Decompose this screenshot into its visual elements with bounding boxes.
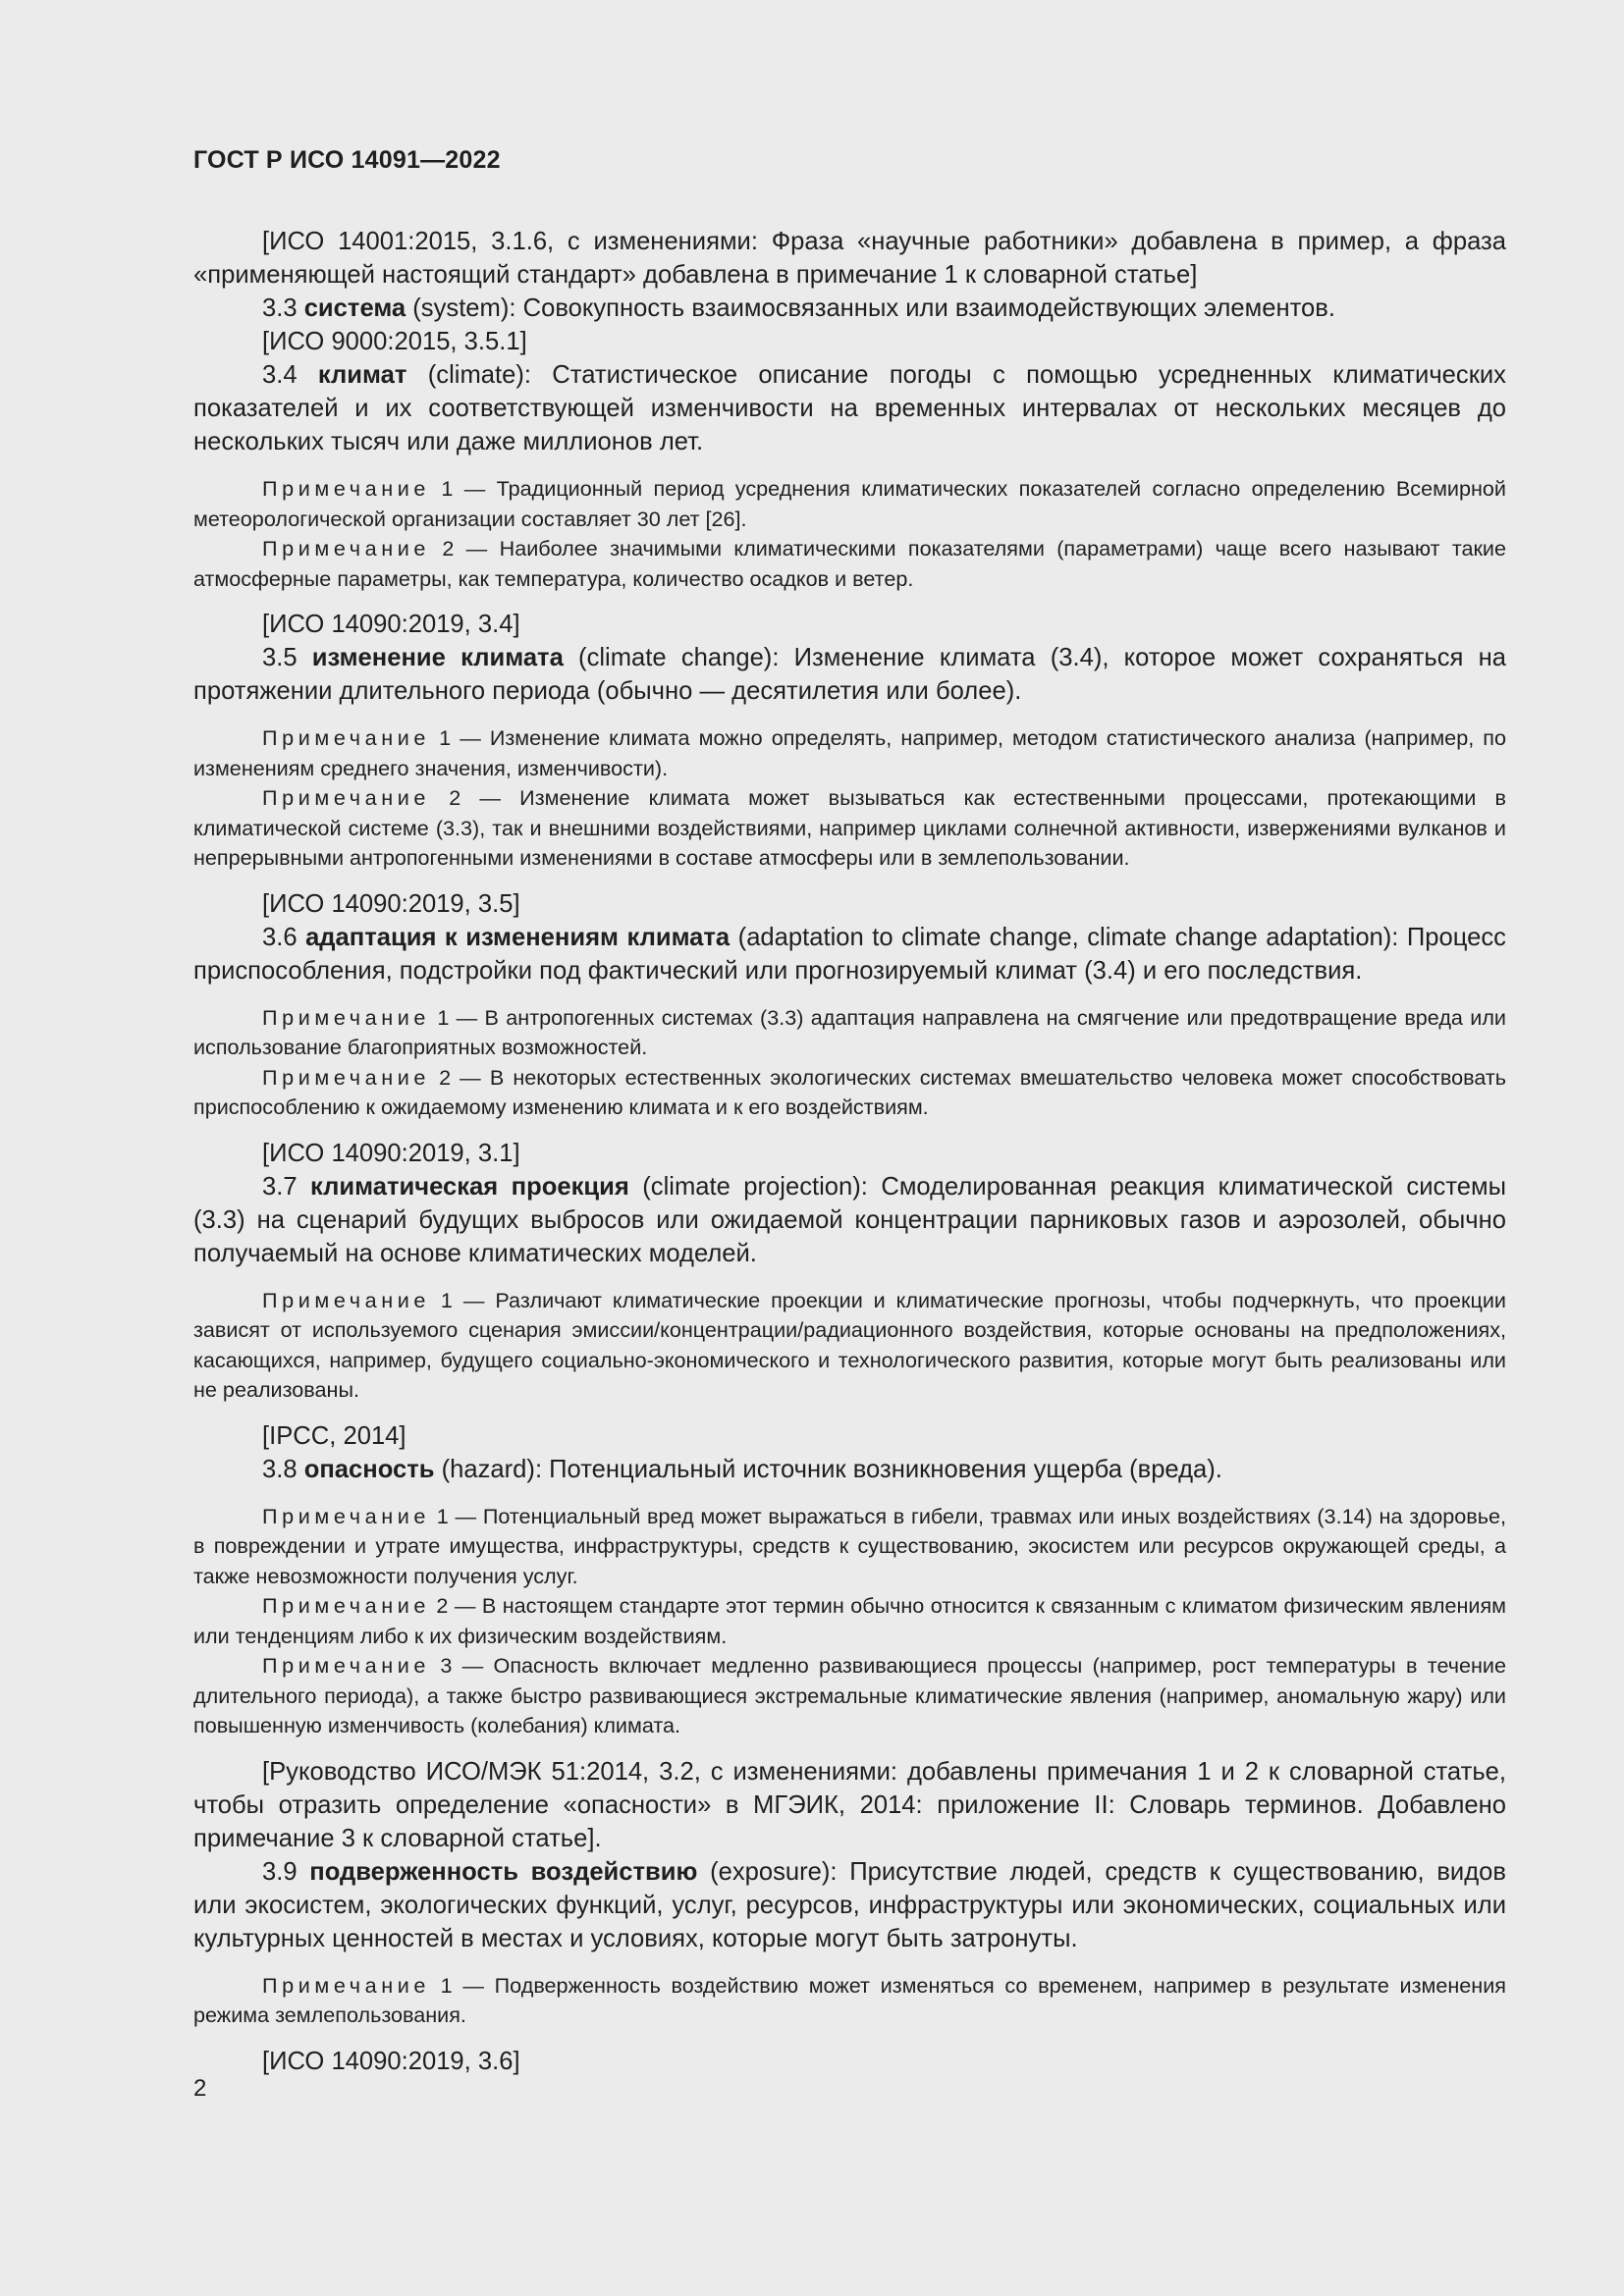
note xyxy=(193,1063,1506,1123)
source-reference: [IPCC, 2014] xyxy=(262,1421,406,1450)
term-name: климатическая проекция xyxy=(310,1172,629,1201)
note-label: Примечание xyxy=(262,785,430,810)
note-label: Примечание xyxy=(262,1287,430,1312)
term-name: система xyxy=(303,294,406,322)
page-number: 2 xyxy=(193,2075,207,2102)
note xyxy=(193,1651,1506,1741)
note-text: 2 — В настоящем стандарте этот термин обычно относится к связанным с климатом физическим явлениям или тенденциям либо к их физическим воздействиям. xyxy=(193,1593,1506,1648)
note-label: Примечание xyxy=(262,1503,430,1528)
note-label: Примечание xyxy=(262,1972,430,1998)
source-reference: [ИСО 14090:2019, 3.4] xyxy=(262,611,520,638)
page-content xyxy=(193,225,1506,2078)
term-definition: (hazard): Потенциальный источник возникновения ущерба (вреда). xyxy=(434,1455,1222,1483)
standard-header: ГОСТ Р ИСО 14091—2022 xyxy=(193,146,501,174)
note-label: Примечание xyxy=(262,1653,430,1678)
note-text: 1 — Различают климатические проекции и климатические прогнозы, чтобы подчеркнуть, что проекции зависят от используемого сценария эмиссии/концентрации/радиационного воздействия, которые основаны на предположениях, касающихся, например, будущего социально-экономического и технологического развития, которые могут быть реализованы или не реализованы. xyxy=(193,1287,1506,1402)
term-number: 3.6 xyxy=(262,923,306,951)
note xyxy=(193,783,1506,874)
note-text: 2 — Наиболее значимыми климатическими показателями (параметрами) чаще всего называют такие атмосферные параметры, как температура, количество осадков и ветер. xyxy=(193,536,1506,591)
note xyxy=(193,474,1506,534)
source-reference: [ИСО 14090:2019, 3.1] xyxy=(262,1139,520,1167)
source-reference: [ИСО 9000:2015, 3.5.1] xyxy=(262,328,527,355)
term-definition: (system): Совокупность взаимосвязанных или взаимодействующих элементов. xyxy=(406,294,1336,322)
term-definition: (exposure): Присутствие людей, средств к существованию, видов или экосистем, экологических функций, услуг, ресурсов, инфраструктуры или экономических, социальных или культурных ценностей в местах и условиях, которые могут быть затронуты. xyxy=(193,1857,1506,1952)
note-label: Примечание xyxy=(262,1064,430,1090)
term-name: опасность xyxy=(303,1455,435,1483)
term-number: 3.3 xyxy=(262,294,304,322)
note-text: 1 — Потенциальный вред может выражаться в гибели, травмах или иных воздействиях (3.14) на здоровье, в повреждении и утрате имущества, инфраструктуры, средств к существованию, экосистем или ресурсов окружающей среды, а также невозможности получения услуг. xyxy=(193,1503,1506,1588)
source-reference: [ИСО 14001:2015, 3.1.6, с изменениями: Фраза «научные работники» добавлена в пример, а фраза «применяющей настоящий стандарт» добавлена в примечание 1 к словарной статье] xyxy=(193,228,1506,289)
note-label: Примечание xyxy=(262,1593,430,1618)
note-text: 1 — Изменение климата можно определять, например, методом статистического анализа (например, по изменениям среднего значения, изменчивости). xyxy=(193,725,1506,780)
term-entry-3-5 xyxy=(193,641,1506,708)
term-number: 3.4 xyxy=(262,361,318,389)
source-reference: [Руководство ИСО/МЭК 51:2014, 3.2, с изменениями: добавлены примечания 1 и 2 к словарной статье, чтобы отразить определение «опасности» в МГЭИК, 2014: приложение II: Словарь терминов. Добавлено примечание 3 к словарной статье]. xyxy=(193,1757,1506,1852)
note-label: Примечание xyxy=(262,725,430,750)
term-name: климат xyxy=(317,361,407,389)
source-reference: [ИСО 14090:2019, 3.6] xyxy=(262,2047,520,2075)
note-text: 1 — Традиционный период усреднения климатических показателей согласно определению Всемирной метеорологической организации составляет 30 лет [26]. xyxy=(193,476,1506,531)
term-definition: (climate change): Изменение климата (3.4), которое может сохраняться на протяжении длительного периода (обычно — десятилетия или более). xyxy=(193,644,1506,705)
term-number: 3.9 xyxy=(262,1857,310,1886)
source-reference: [ИСО 14090:2019, 3.5] xyxy=(262,889,520,918)
note xyxy=(193,1003,1506,1063)
term-name: подверженность воздействию xyxy=(309,1857,698,1886)
note xyxy=(193,723,1506,783)
term-definition: (climate projection): Смоделированная реакция климатической системы (3.3) на сценарий будущих выбросов или ожидаемой концентрации парниковых газов и аэрозолей, обычно получаемый на основе климатических моделей. xyxy=(193,1172,1506,1267)
note xyxy=(193,1591,1506,1651)
term-name: изменение климата xyxy=(311,644,564,671)
term-number: 3.5 xyxy=(262,644,312,671)
term-entry-3-7 xyxy=(193,1170,1506,1270)
term-entry-3-4 xyxy=(193,358,1506,458)
note xyxy=(193,534,1506,594)
note-label: Примечание xyxy=(262,536,430,561)
term-entry-3-8 xyxy=(193,1453,1506,1486)
term-number: 3.8 xyxy=(262,1455,304,1483)
term-name: адаптация к изменениям климата xyxy=(305,923,731,951)
note-text: 2 — В некоторых естественных экологических системах вмешательство человека может способствовать приспособлению к ожидаемому изменению климата и к его воздействиям. xyxy=(193,1064,1506,1119)
term-number: 3.7 xyxy=(262,1172,311,1201)
note xyxy=(193,1286,1506,1406)
term-entry-3-6 xyxy=(193,921,1506,988)
note-text: 3 — Опасность включает медленно развивающиеся процессы (например, рост температуры в течение длительного периода), а также быстро развивающиеся экстремальные климатические явления (например, аномальную жару) или повышенную изменчивость (колебания) климата. xyxy=(193,1653,1506,1737)
note-text: 1 — В антропогенных системах (3.3) адаптация направлена на смягчение или предотвращение вреда или использование благоприятных возможностей. xyxy=(193,1004,1506,1059)
term-entry-3-9 xyxy=(193,1855,1506,1955)
note xyxy=(193,1502,1506,1592)
term-definition: (adaptation to climate change, climate change adaptation): Процесс приспособления, подстройки под фактический или прогнозируемый климат (3.4) и его последствия. xyxy=(193,923,1506,985)
term-definition: (climate): Статистическое описание погоды с помощью усредненных климатических показателей и их соответствующей изменчивости на временных интервалах от нескольких месяцев до нескольких тысяч или даже миллионов лет. xyxy=(193,361,1506,455)
note-label: Примечание xyxy=(262,1004,430,1030)
note-label: Примечание xyxy=(262,476,430,501)
note-text: 2 — Изменение климата может вызываться как естественными процессами, протекающими в климатической системе (3.3), так и внешними воздействиями, например циклами солнечной активности, извержениями вулканов и непрерывными антропогенными изменениями в составе атмосферы или в землепользовании. xyxy=(193,785,1506,870)
note xyxy=(193,1971,1506,2031)
note-text: 1 — Подверженность воздействию может изменяться со временем, например в результате изменения режима землепользования. xyxy=(193,1972,1506,2027)
term-entry-3-3 xyxy=(193,292,1506,325)
